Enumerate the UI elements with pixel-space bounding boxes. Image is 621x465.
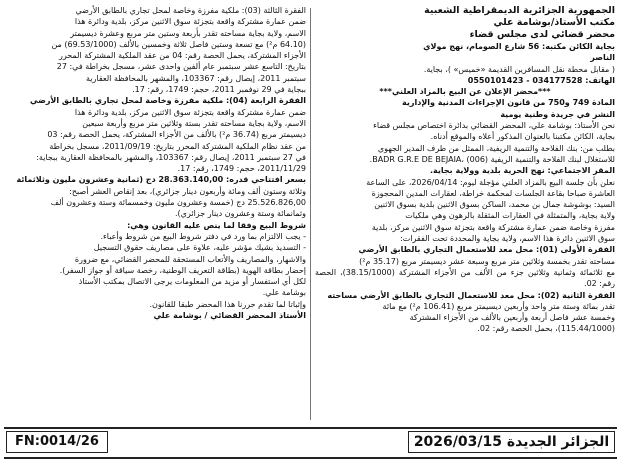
left-line: ضمن عمارة مشتركة واقعة بتجزئة سوق الاثنين مركز، بلدية ودائرة هذا bbox=[74, 107, 306, 117]
sale-title: ***محضر الإعلان عن البيع بالمزاد العلني*** bbox=[379, 87, 551, 97]
left-line: الاسم، ولاية بجاية مساحته تقدر بأربعة وستين متر مربع وعشرة ديسيمتر bbox=[70, 28, 306, 38]
right-line: (115.44/1000)، بحمل الحصة رقم: 02. bbox=[477, 324, 615, 334]
left-line: 25.526.826,00 دج (خمسة وعشرون مليون وخمسمائة وستة وعشرون ألف bbox=[50, 198, 306, 208]
bailiff-address-line3: ( مقابل محطة نقل المسافرين القديمة «خميس» )، بجاية. bbox=[423, 64, 615, 74]
left-line: والاشهار، والمصاريف والأتعاب المستحقة للمحضر القضائي، مع ضرورة bbox=[74, 254, 306, 264]
bailiff-phones: الهاتف: 034177528 - 0550101423 bbox=[467, 75, 615, 85]
left-line: لكل أي استفسار أو مزيد من المعلومات يرجى الاتصال بمكتب الأستاذ bbox=[78, 277, 306, 287]
bailiff-title: محضر قضائي لدى مجلس قضاء bbox=[469, 29, 615, 40]
left-line: وثلاثة وستون ألف ومائة وأربعون دينار جزائري)، بعد إنقاص العشر أصبح: bbox=[69, 186, 306, 196]
bailiff-address-line2: الناصر bbox=[590, 53, 615, 63]
notice-left-column bbox=[6, 5, 306, 321]
right-line: الفقرة الأولى (01): محل معد للاستعمال التجاري بالطابق الأرضي bbox=[358, 245, 615, 255]
left-line: 2011/11/29، حجم: 1749، رقم: 17. bbox=[177, 164, 306, 174]
left-line: - يجب الالتزام بما ورد في دفتر شروط البيع من شروط وأعباء. bbox=[100, 231, 306, 241]
publication-note: النشر في جريدة وطنية يومية bbox=[500, 109, 615, 119]
right-line: المقر الاجتماعي: نهج الحرية بلدية وولاية بجاية. bbox=[430, 166, 615, 176]
republic-heading: الجمهورية الجزائرية الديمقراطية الشعبية bbox=[424, 5, 615, 16]
newspaper-name-date: الجزائر الجديدة 2026/03/15 bbox=[408, 431, 615, 453]
bailiff-office: مكتب الأستاذ/بوشامة علي bbox=[493, 17, 615, 28]
legal-articles: المادة 749 و750 من قانون الإجراءات المدنية والإدارية bbox=[402, 98, 615, 108]
left-line: الفقرة الرابعة (04): ملكية مفرزة وخاصة لمحل تجاري بالطابق الأرضي bbox=[30, 96, 306, 106]
left-line: في 27 سبتمبر 2011، إيصال رقم: 103367، والمشهر بالمحافظة العقارية ببجاية: bbox=[36, 152, 306, 162]
right-line: ولاية بجاية، والمتمثلة في العقارات المثقلة بالرهون وهي ملكيات bbox=[405, 211, 615, 221]
right-line: للاستغلال لبنك الفلاحة والتنمية الريفية BADR G.R.E DE BEJAIA، (006). bbox=[369, 154, 615, 164]
left-line: ديسيمتر مربع (36.74 م²) بالألف من الأجزاء المشتركة، يحمل الحصة رقم: 03 bbox=[47, 130, 306, 140]
left-line: سبتمبر 2011، إيصال رقم: 103367، والمشهر بالمحافظة العقارية bbox=[86, 73, 306, 83]
left-line: ببجاية في 29 نوفمبر 2011، حجم: 1749، رقم: 17. bbox=[132, 85, 306, 95]
left-line: الفقرة الثالثة (03): ملكية مفرزة وخاصة لمحل تجاري بالطابق الأرضي bbox=[75, 6, 306, 15]
right-line: بطلب من: بنك الفلاحة والتنمية الريفية، الممثل من طرف المدير الجهوي bbox=[377, 143, 615, 153]
column-divider bbox=[310, 8, 311, 420]
page-footer bbox=[4, 427, 617, 459]
left-line: الأستاذ المحضر القضائي / بوشامة علي bbox=[153, 311, 306, 321]
left-line: بوشامة علي. bbox=[262, 288, 306, 298]
right-line: وخمسة عشر فاصل أربعة وأربعين بالألف من الأجزاء المشتركة bbox=[409, 313, 615, 323]
left-line: إحضار بطاقة الهوية (بطاقة التعريف الوطنية، رخصة سياقة أو جواز السفر). bbox=[59, 265, 306, 275]
right-line: السيد: بوشوشة جمال بن محمد، الساكن بسوق الاثنين بلدية بسوق الاثنين bbox=[374, 200, 615, 210]
left-line: وإثباتا لما تقدم حررنا هذا المحضر طبقا للقانون. bbox=[149, 299, 306, 309]
right-line: الفقرة الثانية (02): محل معد للاستعمال التجاري بالطابق الأرضي مساحته bbox=[327, 290, 615, 300]
left-line: وثمانمائة وستة وعشرون دينار جزائري). bbox=[175, 209, 306, 219]
left-line: - التسديد بشيك مؤشر عليه، علاوة على مصاريف حقوق التسجيل bbox=[93, 243, 306, 253]
left-line: بتاريخ: التاسع عشر سبتمبر عام ألفين واحدى عشر، مسجل بخراطة في: 27 bbox=[56, 62, 306, 72]
right-line: نعلن بأن جلسة البيع بالمزاد العلني مؤجلة ليوم: 2026/04/14، على الساعة bbox=[366, 177, 615, 187]
left-line: شروط البيع وفقا لما ينص عليه القانون وهي: bbox=[127, 220, 306, 230]
right-line: مع ثلاثمائة وثمانية وثلاثين جزء من الألف من الأجزاء المشتركة (38.15/1000)، الحصة رقم: 02. bbox=[315, 267, 615, 289]
notice-right-column bbox=[315, 5, 615, 335]
right-line: بجاية، الكائن مكتبنا بالعنوان المذكور أعلاه والموقع أدناه. bbox=[430, 132, 615, 142]
right-line: سوق الاثنين دائرة هذا الاسم، ولاية بجاية والمحددة تحت الفقرات: bbox=[400, 234, 615, 244]
right-line: العاشرة صباحا بقاعة الجلسات لمحكمة خراطة، لعقارات المدين المحجوزة bbox=[371, 188, 615, 198]
right-column-body bbox=[315, 120, 615, 335]
right-line: تقدر بمائة وستة متر واحد وأربعين ديسيمتر مربع (106.41 م²) مع مائة bbox=[382, 301, 615, 311]
right-line: مساحته تقدر بخمسة وثلاثين متر مربع وسبعة عشر ديسيمتر مربع (35.17 م²) bbox=[359, 256, 615, 266]
left-line: ضمن عمارة مشتركة واقعة بتجزئة سوق الاثنين مركز، بلدية ودائرة هذا bbox=[74, 17, 306, 27]
left-line: الاسم، ولاية بجاية مساحته تقدر بستة وثلاثين متر مربع وأربعة سبعين bbox=[82, 118, 306, 128]
right-line: نحن الأستاذ: بوشامة علي، المحضر القضائي بدائرة اختصاص مجلس قضاء bbox=[373, 121, 615, 131]
notice-code: FN:0014/26 bbox=[6, 431, 108, 453]
left-line: بسعر افتتاحي قدره: 28.363.140,00 دج (ثمانية وعشرون مليون وثلاثمائة bbox=[16, 175, 306, 185]
left-line: (64.10 م²) مع تسعة وستين فاصل ثلاثة وخمسين بالألف (69.53/1000) من bbox=[51, 39, 306, 49]
left-line: من عقد نظام الملكية المشتركة المحرر بتاريخ: 2011/09/19، مسجل بخراطة bbox=[49, 141, 306, 151]
right-line: مفرزة وخاصة ضمن عمارة مشتركة واقعة بتجزئة سوق الاثنين مركز، بلدية bbox=[371, 222, 615, 232]
left-line: الأجزاء المشتركة، يحمل الحصة رقم: 04 من عقد الملكية المشتركة المحرر bbox=[58, 51, 306, 61]
bailiff-address: بجاية الكائن مكتبه: 56 شارع الصومام، نهج مولاي bbox=[423, 42, 615, 51]
